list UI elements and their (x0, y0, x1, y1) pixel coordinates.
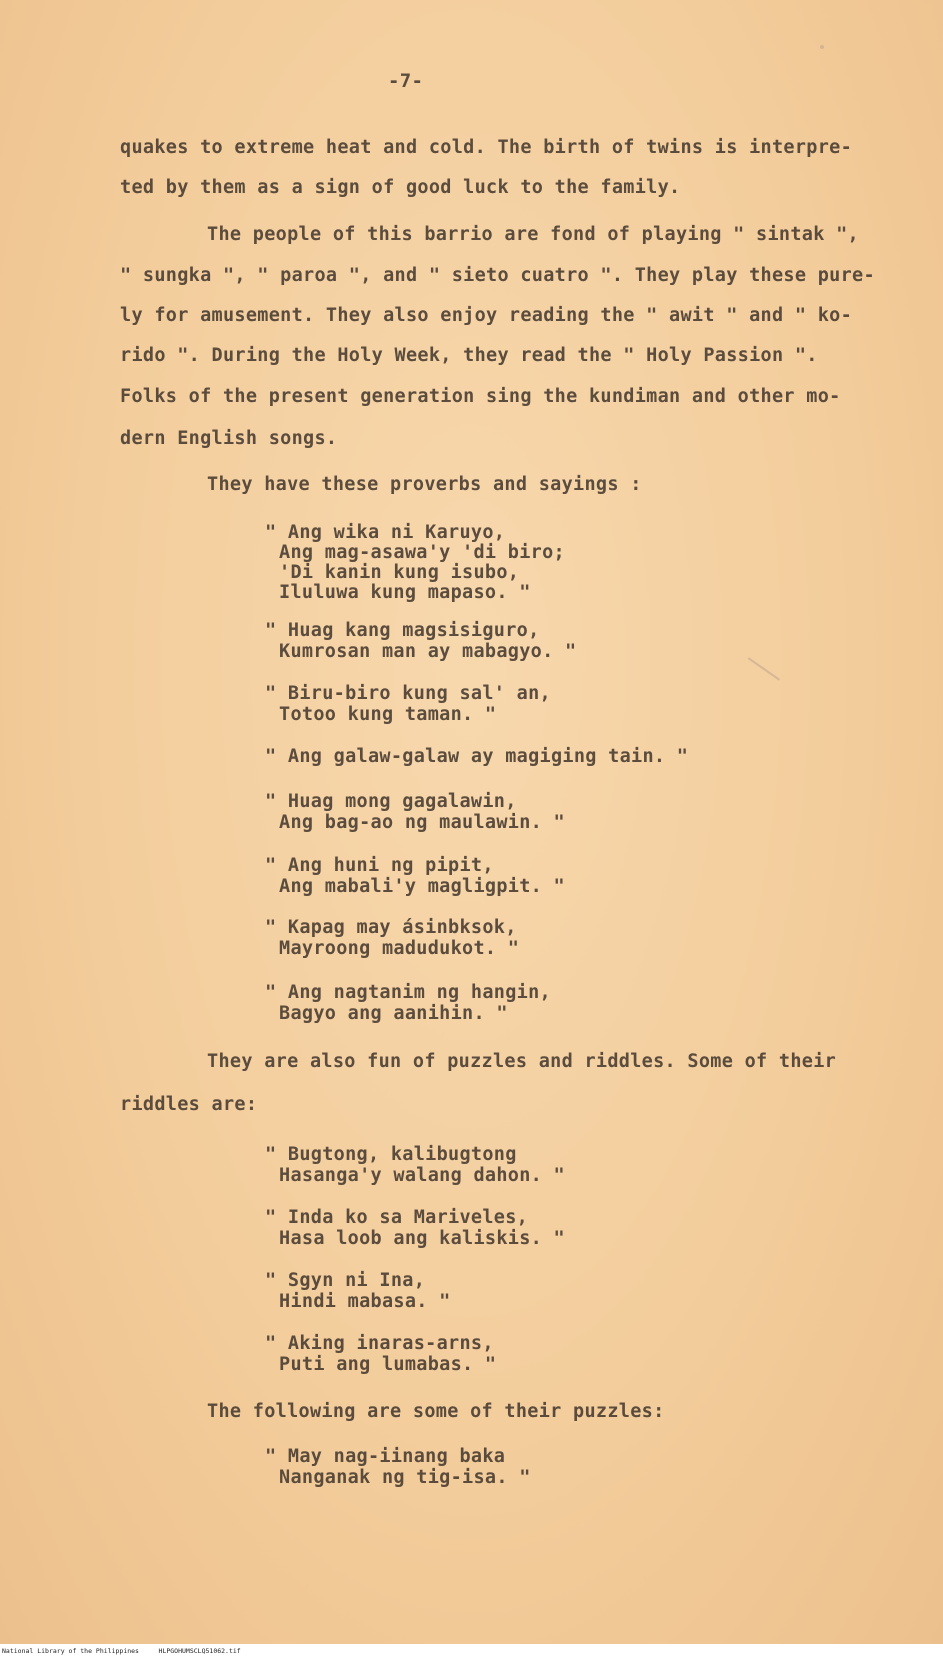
paper-speck (820, 45, 824, 49)
riddle-line: " Aking inaras-arns, (265, 1333, 494, 1354)
proverb-line: " Biru-biro kung sal' an, (265, 683, 551, 704)
puzzle-line: Nanganak ng tig-isa. " (279, 1467, 531, 1488)
proverb-line: Mayroong madudukot. " (279, 938, 520, 959)
proverb-line: " Kapag may ásinbksok, (265, 917, 517, 938)
proverb-line: Bagyo ang aanihin. " (279, 1003, 508, 1024)
proverb-line: Ang mabali'y magligpit. " (279, 876, 565, 897)
proverb-line: Ang mag-asawa'y 'di biro; (279, 542, 565, 563)
riddle-line: " Sgyn ni Ina, (265, 1270, 426, 1291)
proverb-line: Iluluwa kung mapaso. " (279, 582, 531, 603)
proverb-line: Kumrosan man ay mabagyo. " (279, 641, 577, 662)
scan-footer (0, 1644, 943, 1658)
proverb-line: " Huag mong gagalawin, (265, 791, 517, 812)
proverb-line: " Ang galaw-galaw ay magiging tain. " (265, 746, 689, 767)
proverb-line: 'Di kanin kung isubo, (279, 562, 520, 583)
proverb-line: Ang bag-ao ng maulawin. " (279, 812, 565, 833)
puzzles-intro: The following are some of their puzzles: (207, 1401, 665, 1422)
paragraph-line: dern English songs. (120, 428, 338, 449)
puzzle-line: " May nag-iinang baka (265, 1446, 506, 1467)
paragraph-line: quakes to extreme heat and cold. The birth of twins is interpre- (120, 137, 853, 158)
paper-mark (748, 657, 780, 680)
riddle-line: " Inda ko sa Mariveles, (265, 1207, 529, 1228)
paragraph-line: ted by them as a sign of good luck to the family. (120, 177, 681, 198)
page-number: -7- (388, 70, 424, 92)
paragraph-line: The people of this barrio are fond of playing " sintak ", (207, 224, 859, 245)
riddles-intro: They are also fun of puzzles and riddles. Some of their (207, 1051, 837, 1072)
proverb-line: " Huag kang magsisiguro, (265, 620, 540, 641)
proverb-line: " Ang huni ng pipit, (265, 855, 494, 876)
riddles-intro: riddles are: (120, 1094, 258, 1115)
paragraph-line: Folks of the present generation sing the kundiman and other mo- (120, 386, 841, 407)
proverbs-intro: They have these proverbs and sayings : (207, 474, 642, 495)
riddle-line: Puti ang lumabas. " (279, 1354, 497, 1375)
paragraph-line: " sungka ", " paroa ", and " sieto cuatro ". They play these pure- (120, 265, 875, 286)
riddle-line: Hasa loob ang kaliskis. " (279, 1228, 565, 1249)
proverb-line: " Ang wika ni Karuyo, (265, 522, 506, 543)
footer-text: National Library of the Philippines HLPGOHUMSCLQ51062.tif (2, 1647, 241, 1655)
paragraph-line: ly for amusement. They also enjoy reading the " awit " and " ko- (120, 305, 853, 326)
riddle-line: " Bugtong, kalibugtong (265, 1144, 517, 1165)
riddle-line: Hasanga'y walang dahon. " (279, 1165, 565, 1186)
paragraph-line: rido ". During the Holy Week, they read the " Holy Passion ". (120, 345, 818, 366)
riddle-line: Hindi mabasa. " (279, 1291, 451, 1312)
proverb-line: Totoo kung taman. " (279, 704, 497, 725)
proverb-line: " Ang nagtanim ng hangin, (265, 982, 551, 1003)
